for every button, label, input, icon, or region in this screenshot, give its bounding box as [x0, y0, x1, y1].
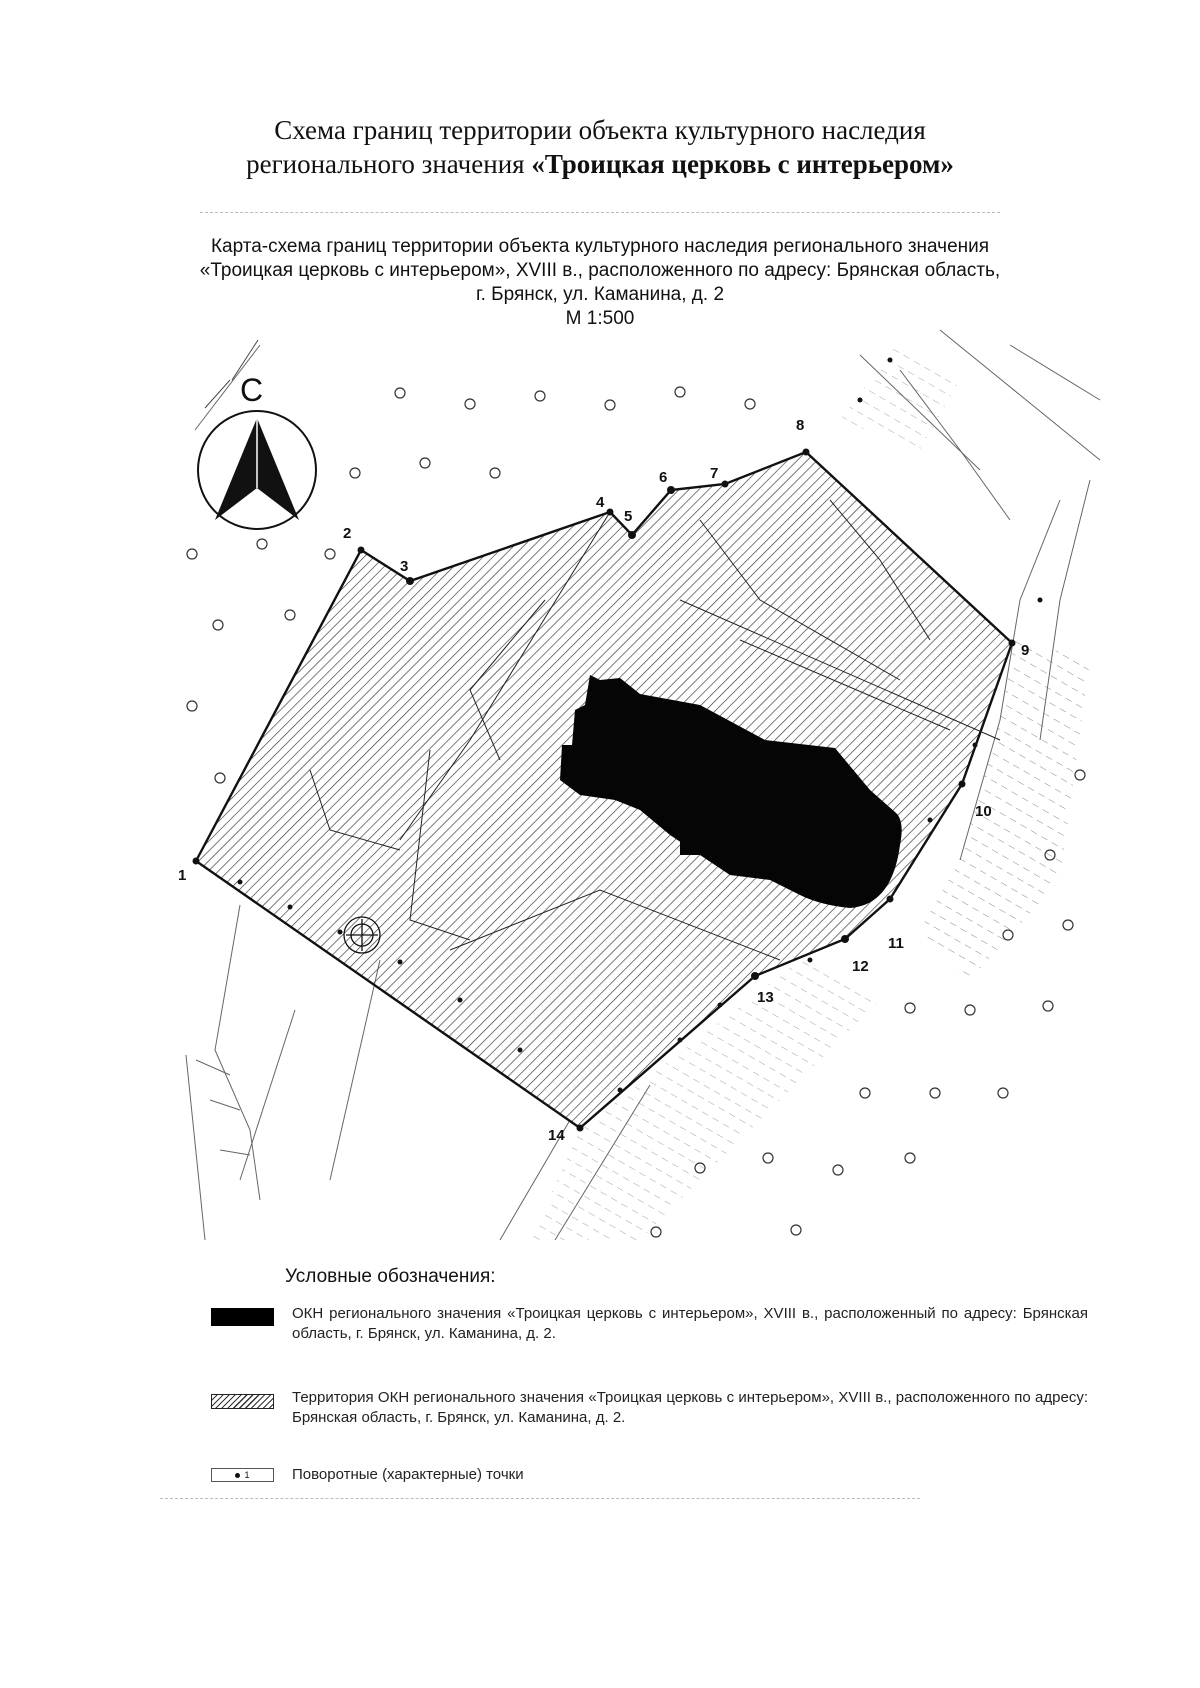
point-label-3: 3: [400, 558, 409, 575]
point-label-13: 13: [757, 989, 774, 1006]
flowerbed: [344, 917, 380, 953]
point-label-12: 12: [852, 958, 869, 975]
map-subtitle-line2: «Троицкая церковь с интерьером», XVIII в., расположенного по адресу: Брянская область,: [199, 260, 1001, 281]
point-dot-icon: [235, 1473, 240, 1478]
legend-text-territory: Территория ОКН регионального значения «Троицкая церковь с интерьером», XVIII в., расположенного по адресу: Брянская область, г. Брянск, ул. Каманина, д. 2.: [292, 1389, 1088, 1426]
legend-text-okn: ОКН регионального значения «Троицкая церковь с интерьером», XVIII в., расположенный по адресу: Брянская область, г. Брянск, ул. Каманина, д. 2.: [292, 1305, 1088, 1342]
point-label-14: 14: [548, 1127, 565, 1144]
point-label-9: 9: [1021, 642, 1030, 659]
point-label-5: 5: [624, 508, 633, 525]
map-subtitle-line3: г. Брянск, ул. Каманина, д. 2: [475, 284, 725, 305]
legend-swatch-points: [211, 1468, 274, 1482]
legend-text-points: Поворотные (характерные) точки: [292, 1466, 524, 1483]
north-label: С: [240, 372, 264, 408]
point-label-4: 4: [596, 494, 605, 511]
document-title-line1: Схема границ территории объекта культурного наследия: [274, 115, 926, 145]
divider-bottom: [160, 1498, 920, 1500]
point-label-2: 2: [343, 525, 352, 542]
map-subtitle-line1: Карта-схема границ территории объекта культурного наследия регионального значения: [210, 236, 990, 257]
point-label-6: 6: [659, 469, 668, 486]
legend-swatch-point-label: 1: [244, 1470, 250, 1480]
north-arrow-icon: [198, 340, 316, 529]
legend-swatch-okn: [211, 1308, 274, 1326]
point-label-8: 8: [796, 417, 805, 434]
map-scale: М 1:500: [565, 308, 635, 329]
point-label-11: 11: [888, 935, 904, 952]
legend-swatch-territory: [211, 1394, 274, 1409]
title-object-name: «Троицкая церковь с интерьером»: [531, 149, 954, 179]
title-prefix: регионального значения: [246, 149, 532, 179]
point-label-7: 7: [710, 465, 719, 482]
point-label-1: 1: [178, 867, 187, 884]
legend-heading: Условные обозначения:: [285, 1266, 496, 1287]
point-label-10: 10: [975, 803, 992, 820]
